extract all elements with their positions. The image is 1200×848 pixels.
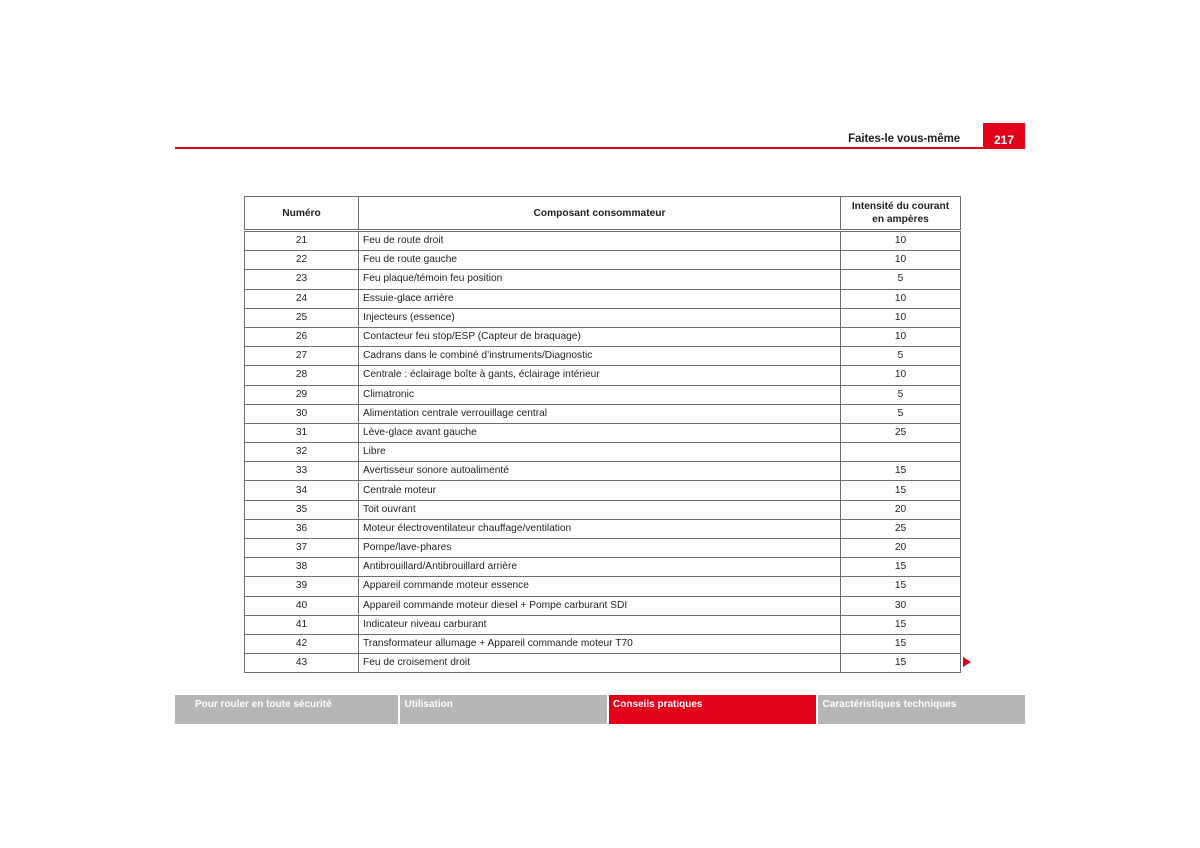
table-row <box>245 539 961 558</box>
current-cell: 15 <box>841 654 961 673</box>
current-cell: 15 <box>841 577 961 596</box>
component-cell: Essuie-glace arrière <box>359 289 841 308</box>
footer-nav <box>175 695 1025 724</box>
component-cell: Alimentation centrale verrouillage central <box>359 404 841 423</box>
fuse-number-cell: 33 <box>245 462 359 481</box>
fuse-number-cell: 30 <box>245 404 359 423</box>
table-row <box>245 634 961 653</box>
component-cell: Appareil commande moteur diesel + Pompe carburant SDI <box>359 596 841 615</box>
fuse-number-cell: 35 <box>245 500 359 519</box>
component-cell: Feu de route droit <box>359 231 841 251</box>
table-row <box>245 308 961 327</box>
current-cell: 10 <box>841 327 961 346</box>
table-row <box>245 231 961 251</box>
table-row <box>245 366 961 385</box>
table-row <box>245 558 961 577</box>
current-cell: 5 <box>841 270 961 289</box>
current-cell: 20 <box>841 539 961 558</box>
table-row <box>245 289 961 308</box>
table-row <box>245 251 961 270</box>
fuse-number-cell: 21 <box>245 231 359 251</box>
table-row <box>245 270 961 289</box>
fuse-number-cell: 24 <box>245 289 359 308</box>
footer-tab-conseils-pratiques[interactable]: Conseils pratiques <box>609 695 816 724</box>
component-cell: Appareil commande moteur essence <box>359 577 841 596</box>
current-cell: 15 <box>841 558 961 577</box>
table-row <box>245 654 961 673</box>
component-cell: Transformateur allumage + Appareil commande moteur T70 <box>359 634 841 653</box>
component-cell: Indicateur niveau carburant <box>359 615 841 634</box>
footer-tab-utilisation[interactable]: Utilisation <box>400 695 608 724</box>
column-header-number: Numéro <box>245 197 359 231</box>
footer-tab-caracteristiques[interactable]: Caractéristiques techniques <box>818 695 1026 724</box>
header-section-title: Faites-le vous-même <box>848 133 960 145</box>
component-cell: Avertisseur sonore autoalimenté <box>359 462 841 481</box>
component-cell: Feu de route gauche <box>359 251 841 270</box>
current-cell <box>841 443 961 462</box>
fuse-number-cell: 36 <box>245 519 359 538</box>
fuse-number-cell: 38 <box>245 558 359 577</box>
component-cell: Moteur électroventilateur chauffage/ventilation <box>359 519 841 538</box>
triangle-right-icon <box>963 657 971 667</box>
footer-tab-securite[interactable]: Pour rouler en toute sécurité <box>175 695 398 724</box>
component-cell: Centrale moteur <box>359 481 841 500</box>
component-cell: Antibrouillard/Antibrouillard arrière <box>359 558 841 577</box>
fuse-number-cell: 26 <box>245 327 359 346</box>
current-cell: 25 <box>841 519 961 538</box>
table-row <box>245 481 961 500</box>
current-cell: 25 <box>841 423 961 442</box>
table-row <box>245 423 961 442</box>
current-cell: 15 <box>841 634 961 653</box>
current-cell: 10 <box>841 308 961 327</box>
component-cell: Pompe/lave-phares <box>359 539 841 558</box>
table-row <box>245 519 961 538</box>
current-cell: 15 <box>841 481 961 500</box>
column-header-current: Intensité du courant en ampères <box>841 197 961 231</box>
current-cell: 10 <box>841 231 961 251</box>
fuse-number-cell: 28 <box>245 366 359 385</box>
fuse-table <box>244 196 961 673</box>
fuse-number-cell: 41 <box>245 615 359 634</box>
header-rule <box>175 147 1025 149</box>
current-cell: 30 <box>841 596 961 615</box>
fuse-number-cell: 39 <box>245 577 359 596</box>
component-cell: Climatronic <box>359 385 841 404</box>
current-cell: 15 <box>841 462 961 481</box>
table-row <box>245 385 961 404</box>
fuse-number-cell: 32 <box>245 443 359 462</box>
column-header-component: Composant consommateur <box>359 197 841 231</box>
table-body <box>245 231 961 673</box>
current-cell: 5 <box>841 404 961 423</box>
current-cell: 10 <box>841 289 961 308</box>
table-row <box>245 404 961 423</box>
page-number: 217 <box>983 123 1025 149</box>
component-cell: Feu de croisement droit <box>359 654 841 673</box>
fuse-number-cell: 43 <box>245 654 359 673</box>
current-cell: 10 <box>841 251 961 270</box>
table-row <box>245 500 961 519</box>
current-cell: 20 <box>841 500 961 519</box>
component-cell: Centrale : éclairage boîte à gants, éclairage intérieur <box>359 366 841 385</box>
table-header-row <box>245 197 961 231</box>
fuse-number-cell: 27 <box>245 347 359 366</box>
current-cell: 5 <box>841 385 961 404</box>
table-row <box>245 327 961 346</box>
table-row <box>245 443 961 462</box>
component-cell: Injecteurs (essence) <box>359 308 841 327</box>
table-row <box>245 615 961 634</box>
table-row <box>245 596 961 615</box>
fuse-number-cell: 29 <box>245 385 359 404</box>
component-cell: Libre <box>359 443 841 462</box>
table-row <box>245 347 961 366</box>
table-row <box>245 462 961 481</box>
fuse-number-cell: 34 <box>245 481 359 500</box>
fuse-number-cell: 25 <box>245 308 359 327</box>
fuse-number-cell: 37 <box>245 539 359 558</box>
current-cell: 5 <box>841 347 961 366</box>
fuse-number-cell: 23 <box>245 270 359 289</box>
fuse-number-cell: 40 <box>245 596 359 615</box>
component-cell: Cadrans dans le combiné d’instruments/Diagnostic <box>359 347 841 366</box>
component-cell: Feu plaque/témoin feu position <box>359 270 841 289</box>
current-cell: 10 <box>841 366 961 385</box>
fuse-number-cell: 22 <box>245 251 359 270</box>
component-cell: Contacteur feu stop/ESP (Capteur de braquage) <box>359 327 841 346</box>
table-row <box>245 577 961 596</box>
component-cell: Toit ouvrant <box>359 500 841 519</box>
fuse-number-cell: 42 <box>245 634 359 653</box>
current-cell: 15 <box>841 615 961 634</box>
fuse-number-cell: 31 <box>245 423 359 442</box>
component-cell: Lève-glace avant gauche <box>359 423 841 442</box>
